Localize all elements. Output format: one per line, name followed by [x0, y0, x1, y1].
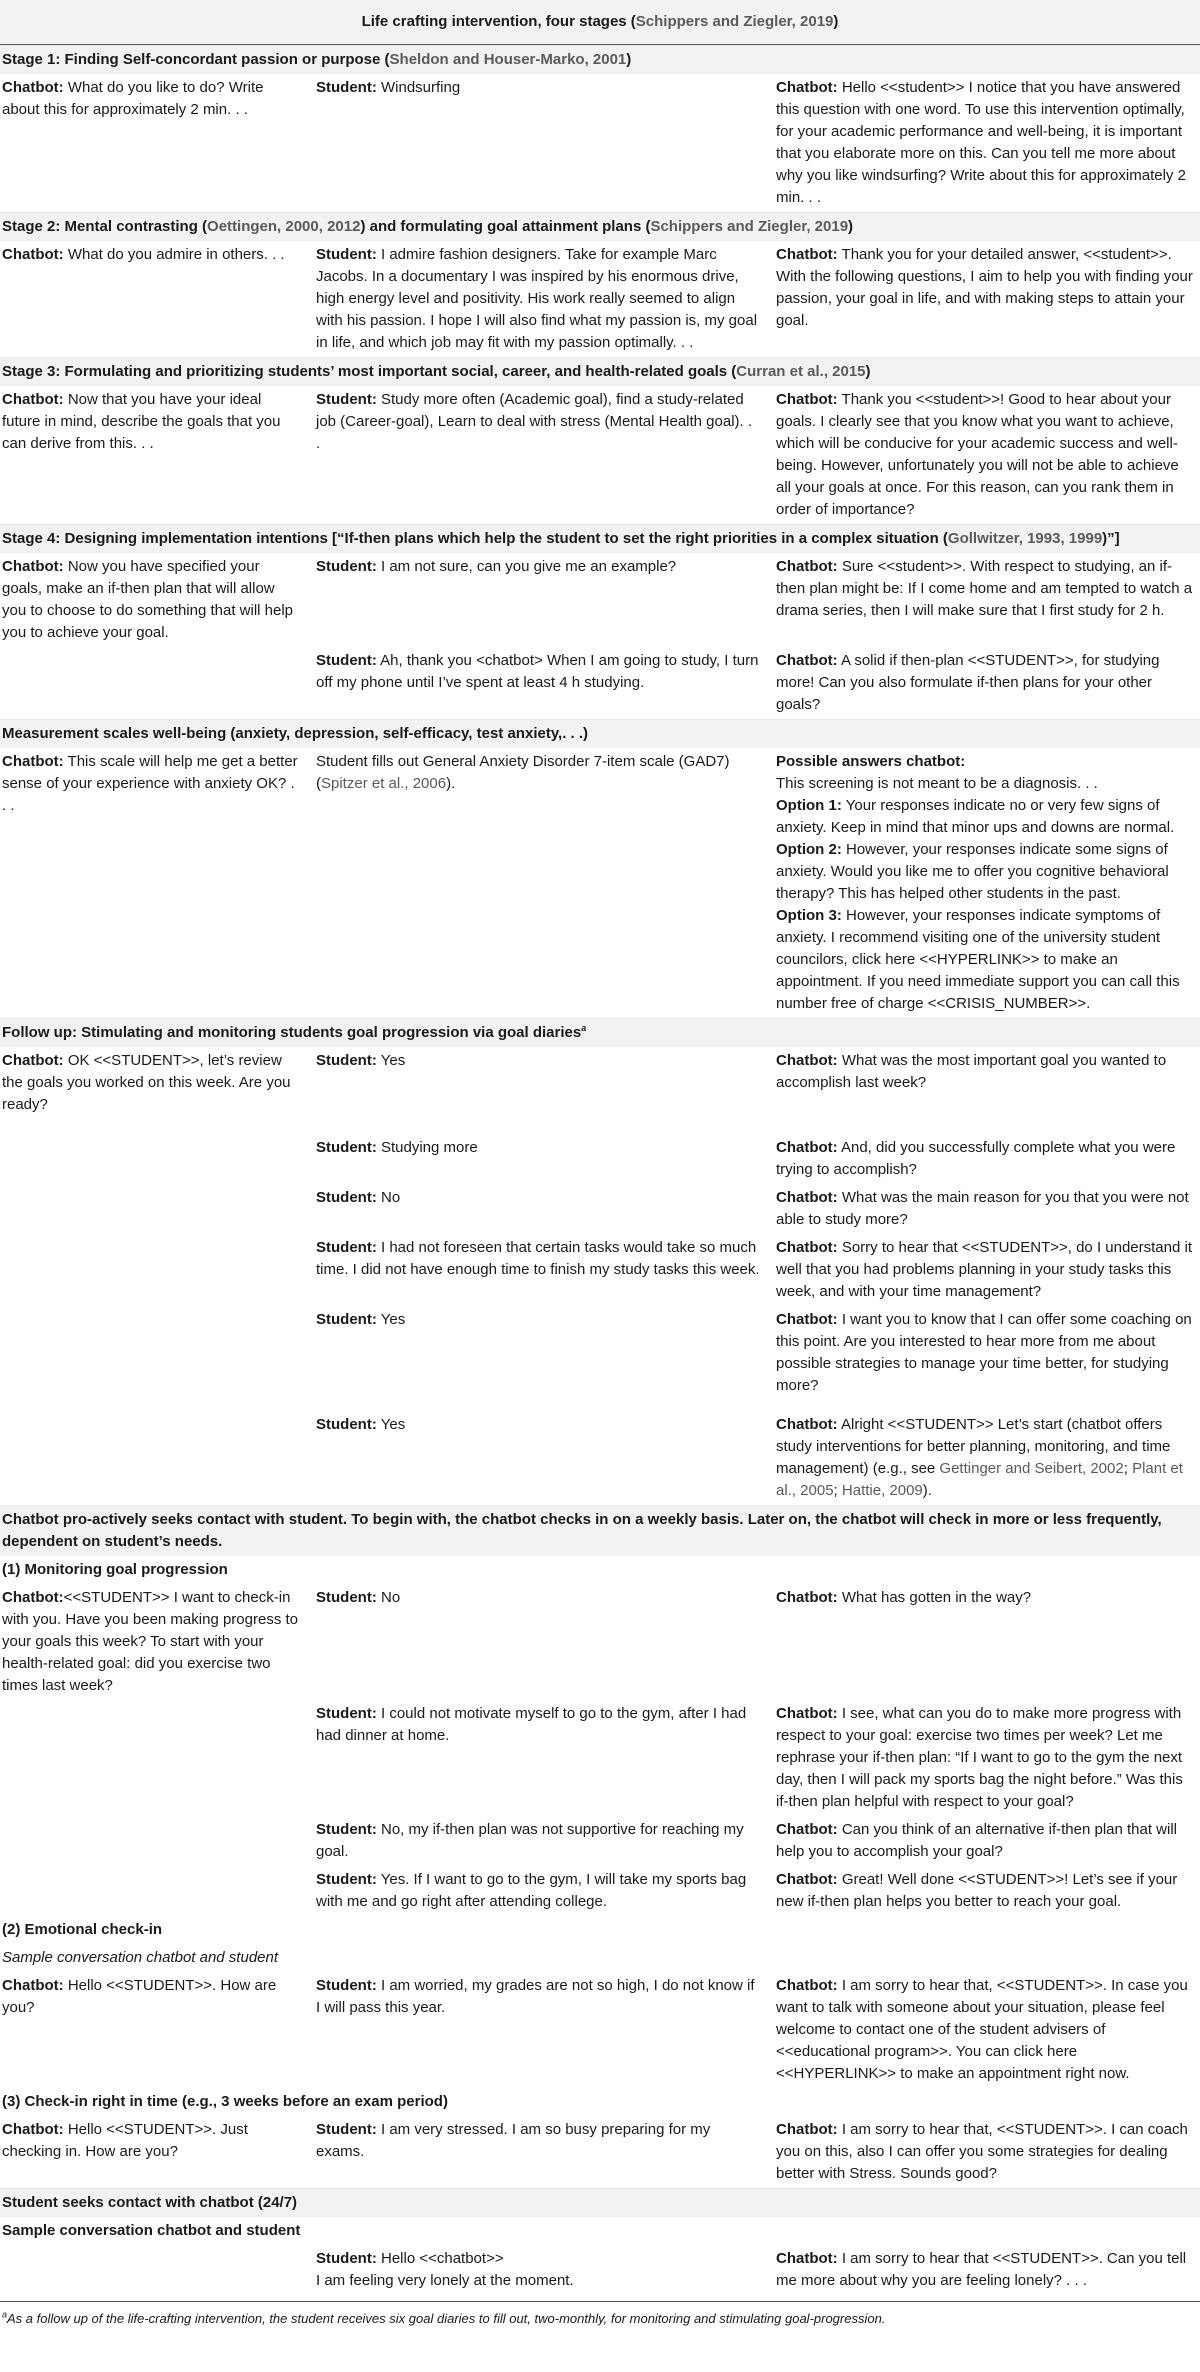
- chatbot-prompt: [0, 1414, 314, 1502]
- table-title: Life crafting intervention, four stages (Schippers and Ziegler, 2019): [0, 0, 1200, 45]
- chatbot-prompt: Chatbot: Hello <<STUDENT>>. How are you?: [2, 1977, 277, 2016]
- measurement-heading: Measurement scales well-being (anxiety, depression, self-efficacy, test anxiety,. . .): [0, 719, 1200, 748]
- chatbot-reply: Chatbot: Sorry to hear that <<STUDENT>>, do I understand it well that you had problems planning in your study tasks this week, and with your time management?: [776, 1239, 1193, 1300]
- chatbot-prompt: [0, 2248, 314, 2292]
- student-response: Student: I am not sure, can you give me an example?: [316, 558, 677, 575]
- conversation-row: [0, 1234, 1200, 1306]
- followup-heading: Follow up: Stimulating and monitoring students goal progression via goal diaries$^a$: [0, 1018, 1200, 1047]
- student-response: Student: Studying more: [316, 1139, 478, 1156]
- chatbot-prompt: [0, 1869, 314, 1913]
- conversation-row: [0, 2116, 1200, 2188]
- chatbot-prompt: [0, 1187, 314, 1231]
- chatbot-prompt: Chatbot: Hello <<STUDENT>>. Just checking in. How are you?: [2, 2121, 248, 2160]
- citation: Schippers and Ziegler, 2019: [650, 218, 849, 235]
- student-response: Student: No, my if-then plan was not supportive for reaching my goal.: [316, 1821, 744, 1860]
- chatbot-reply: Chatbot: Alright <<STUDENT>> Let’s start (chatbot offers study interventions for better planning, monitoring, and time management) (e.g., see Gettinger and Seibert, 2002; Plant et al., 2005; Hattie, 2009).: [776, 1416, 1183, 1499]
- chatbot-prompt: Chatbot: This scale will help me get a better sense of your experience with anxiety OK? . . .: [2, 753, 298, 814]
- conversation-row: [0, 1816, 1200, 1866]
- sample-note: Sample conversation chatbot and student: [2, 1949, 279, 1966]
- conversation-row: [0, 2245, 1200, 2295]
- chatbot-prompt: [0, 1309, 314, 1397]
- stage-2-heading: Stage 2: Mental contrasting (Oettingen, 2000, 2012) and formulating goal attainment plans (Schippers and Ziegler, 2019): [0, 212, 1200, 241]
- conversation-row: [0, 1306, 1200, 1411]
- chatbot-reply: Chatbot: Thank you for your detailed answer, <<student>>. With the following questions, I aim to help you with finding your passion, your goal in life, and with making steps to attain your goal.: [776, 246, 1193, 329]
- conversation-row: [0, 647, 1200, 719]
- chatbot-reply: Chatbot: I see, what can you do to make more progress with respect to your goal: exercise two times per week? Let me rephrase your if-then plan: “If I want to go to the gym the next day, then I will pack my sports bag the night before.” Was this if-then plan helpful with respect to your goal?: [776, 1705, 1183, 1810]
- chatbot-prompt: Chatbot: Now you have specified your goals, make an if-then plan that will allow you to choose to do something that will help you to achieve your goal.: [2, 558, 294, 641]
- conversation-row: [0, 553, 1200, 647]
- chatbot-reply: Chatbot: Great! Well done <<STUDENT>>! Let’s see if your new if-then plan helps you better to reach your goal.: [776, 1871, 1178, 1910]
- chatbot-prompt: [0, 1703, 314, 1813]
- stage-4-heading: Stage 4: Designing implementation intentions [“If-then plans which help the student to set the right priorities in a complex situation (Gollwitzer, 1993, 1999)”]: [0, 524, 1200, 553]
- conversation-row: [0, 1584, 1200, 1700]
- conversation-row: [0, 748, 1200, 1018]
- chatbot-reply: Chatbot: What was the main reason for you that you were not able to study more?: [776, 1189, 1189, 1228]
- student-response: Student: I could not motivate myself to go to the gym, after I had had dinner at home.: [316, 1705, 747, 1744]
- student-seeks-heading: Student seeks contact with chatbot (24/7): [0, 2188, 1200, 2217]
- citation: Gollwitzer, 1993, 1999: [947, 530, 1103, 547]
- chatbot-possible-answers: Possible answers chatbot: This screening is not meant to be a diagnosis. . . Option 1: Your responses indicate no or very few signs of anxiety. Keep in mind that minor ups and downs are normal. Option 2: However, your responses indicate some signs of anxiety. Would you like me to offer you cognitive behavioral therapy? This has helped other students in the past. Option 3: However, your responses indicate symptoms of anxiety. I recommend visiting one of the university student councilors, click here <<HYPERLINK>> to make an appointment. If you need immediate support you can call this number free of charge <<CRISIS_NUMBER>>.: [776, 753, 1180, 1012]
- citation: Spitzer et al., 2006: [321, 775, 447, 792]
- student-response: Student: No: [316, 1189, 401, 1206]
- answers-heading: Possible answers chatbot:: [776, 753, 966, 770]
- chatbot-reply: Chatbot: I am sorry to hear that, <<STUDENT>>. I can coach you on this, also I can offer you some strategies for dealing better with Stress. Sounds good?: [776, 2121, 1188, 2182]
- citation: Schippers and Ziegler, 2019: [635, 13, 834, 30]
- chatbot-reply: Chatbot: Hello <<student>> I notice that you have answered this question with one word. To use this intervention optimally, for your academic performance and well-being, it is important that you elaborate more on this. Can you tell me more about why you like windsurfing? Write about this for approximately 2 min. . .: [776, 79, 1186, 206]
- citation: Oettingen, 2000, 2012: [207, 218, 361, 235]
- student-response: Student: I am very stressed. I am so busy preparing for my exams.: [316, 2121, 711, 2160]
- chatbot-reply: Chatbot: I want you to know that I can offer some coaching on this point. Are you interested to hear more from me about possible strategies to manage your time better, for studying more?: [776, 1311, 1192, 1394]
- student-response: Student: Windsurfing: [316, 79, 461, 96]
- chatbot-reply: Chatbot: Can you think of an alternative if-then plan that will help you to accomplish your goal?: [776, 1821, 1178, 1860]
- chatbot-reply: Chatbot: I am sorry to hear that <<STUDENT>>. Can you tell me more about why you are feeling lonely? . . .: [776, 2250, 1187, 2289]
- footnote: $^a$As a follow up of the life-crafting intervention, the student receives six goal diaries to fill out, two-monthly, for monitoring and stimulating goal-progression.: [0, 2301, 1200, 2330]
- student-response: Student: Yes: [316, 1416, 406, 1433]
- chatbot-prompt: Chatbot: What do you admire in others. . .: [2, 246, 285, 263]
- student-response: Student: I admire fashion designers. Take for example Marc Jacobs. In a documentary I was inspired by his enormous drive, high energy level and positivity. His work really seemed to align with his passion. I hope I will also find what my passion is, my goal in life, and which job may fit with my passion optimally. . .: [316, 246, 758, 351]
- chatbot-prompt: Chatbot: Now that you have your ideal future in mind, describe the goals that you can derive from this. . .: [2, 391, 281, 452]
- monitoring-heading: (1) Monitoring goal progression: [2, 1561, 228, 1578]
- chatbot-prompt: Chatbot: OK <<STUDENT>>, let’s review the goals you worked on this week. Are you ready?: [2, 1052, 291, 1113]
- citation: Gettinger and Seibert, 2002: [939, 1460, 1124, 1477]
- stage-3-heading: Stage 3: Formulating and prioritizing students’ most important social, career, and health-related goals (Curran et al., 2015): [0, 357, 1200, 386]
- conversation-row: [0, 1134, 1200, 1184]
- citation: Plant et al., 2005: [776, 1460, 1183, 1499]
- conversation-row: [0, 241, 1200, 357]
- chatbot-prompt: Chatbot: What do you like to do? Write about this for approximately 2 min. . .: [2, 79, 264, 118]
- chatbot-prompt: [0, 1819, 314, 1863]
- citation: Sheldon and Houser-Marko, 2001: [389, 51, 627, 68]
- student-response: Student fills out General Anxiety Disorder 7-item scale (GAD7) (Spitzer et al., 2006).: [316, 753, 730, 792]
- answers-intro: This screening is not meant to be a diagnosis. . .: [776, 775, 1098, 792]
- chatbot-prompt: [0, 1237, 314, 1303]
- chatbot-reply: Chatbot: I am sorry to hear that, <<STUDENT>>. In case you want to talk with someone about your situation, please feel welcome to contact one of the student advisers of <<educational program>>. You can click here <<HYPERLINK>> to make an appointment right now.: [776, 1977, 1188, 2082]
- chatbot-reply: Chatbot: What has gotten in the way?: [776, 1589, 1032, 1606]
- student-response: Student: Yes: [316, 1311, 406, 1328]
- chatbot-prompt: [0, 650, 314, 716]
- chatbot-reply: Chatbot: A solid if then-plan <<STUDENT>>, for studying more! Can you also formulate if-then plans for your other goals?: [776, 652, 1160, 713]
- student-response: Student: Hello <<chatbot>> I am feeling very lonely at the moment.: [316, 2250, 574, 2289]
- conversation-row: [0, 386, 1200, 524]
- chatbot-reply: Chatbot: Thank you <<student>>! Good to hear about your goals. I clearly see that you know what you want to achieve, which will be conducive for your academic success and well-being. However, unfortunately you will not be able to achieve all your goals at once. For this reason, can you rank them in order of importance?: [776, 391, 1179, 518]
- student-response: Student: Study more often (Academic goal), find a study-related job (Career-goal), Learn to deal with stress (Mental Health goal). . .: [316, 391, 753, 452]
- student-response: Student: No: [316, 1589, 401, 1606]
- conversation-row: [0, 1411, 1200, 1505]
- student-response: Student: Ah, thank you <chatbot> When I am going to study, I turn off my phone until I’ve spent at least 4 h studying.: [316, 652, 759, 691]
- citation: Hattie, 2009: [841, 1482, 923, 1499]
- student-response: Student: Yes. If I want to go to the gym, I will take my sports bag with me and go right after attending college.: [316, 1871, 747, 1910]
- chatbot-prompt: Chatbot:<<STUDENT>> I want to check-in with you. Have you been making progress to your goals this week? To start with your health-related goal: did you exercise two times last week?: [2, 1589, 298, 1694]
- conversation-row: [0, 1972, 1200, 2088]
- citation: Curran et al., 2015: [736, 363, 866, 380]
- chatbot-reply: Chatbot: What was the most important goal you wanted to accomplish last week?: [776, 1052, 1167, 1091]
- conversation-row: [0, 1866, 1200, 1916]
- stage-1-heading: Stage 1: Finding Self-concordant passion or purpose (Sheldon and Houser-Marko, 2001): [0, 45, 1200, 74]
- conversation-row: [0, 1047, 1200, 1134]
- chatbot-reply: Chatbot: Sure <<student>>. With respect to studying, an if-then plan might be: If I come home and am tempted to watch a drama series, then I will make sure that I first study for 2 h.: [776, 558, 1193, 619]
- student-response: Student: I am worried, my grades are not so high, I do not know if I will pass this year.: [316, 1977, 755, 2016]
- conversation-row: [0, 74, 1200, 212]
- student-response: Student: I had not foreseen that certain tasks would take so much time. I did not have enough time to finish my study tasks this week.: [316, 1239, 760, 1278]
- checkin-heading: (3) Check-in right in time (e.g., 3 weeks before an exam period): [2, 2093, 448, 2110]
- conversation-row: [0, 1700, 1200, 1816]
- emotional-heading: (2) Emotional check-in: [2, 1921, 163, 1938]
- chatbot-reply: Chatbot: And, did you successfully complete what you were trying to accomplish?: [776, 1139, 1176, 1178]
- proactive-heading: Chatbot pro-actively seeks contact with student. To begin with, the chatbot checks in on a weekly basis. Later on, the chatbot will check in more or less frequently, dependent on student’s needs.: [0, 1505, 1200, 1556]
- sample-subheading: Sample conversation chatbot and student: [2, 2222, 301, 2239]
- chatbot-prompt: [0, 1137, 314, 1181]
- student-response: Student: Yes: [316, 1052, 406, 1069]
- conversation-row: [0, 1184, 1200, 1234]
